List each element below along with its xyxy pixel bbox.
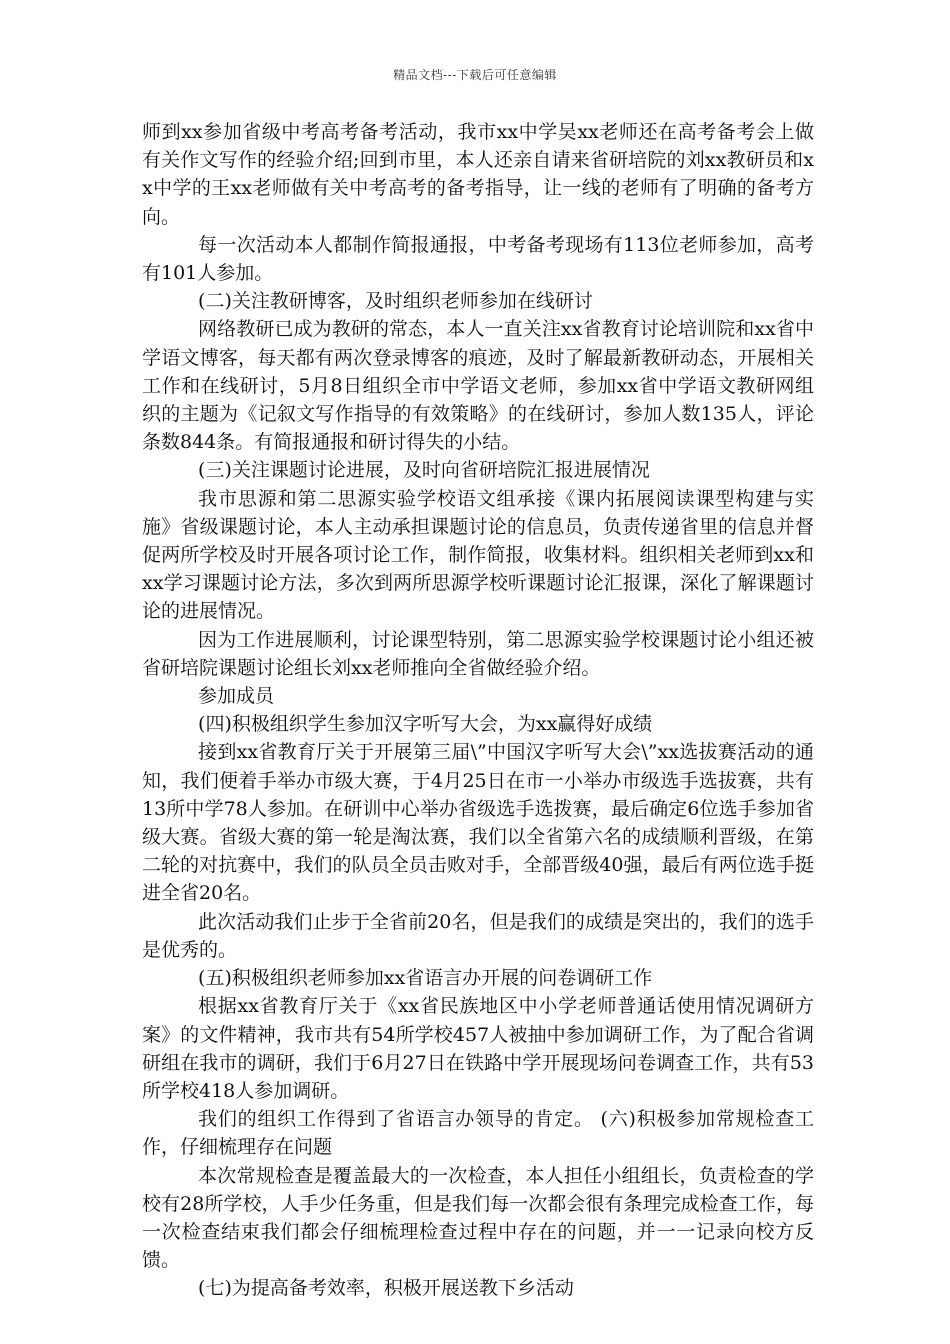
paragraph-3: 网络教研已成为教研的常态，本人一直关注xx省教育讨论培训院和xx省中学语文博客，每天都有两次登录博客的痕迹，及时了解最新教研动态，开展相关工作和在线研讨，5月8日组织全市中学语文老师，参加xx省中学语文教研网组织的主题为《记叙文写作指导的有效策略》的在线研讨，参加人数135人，评论条数844条。有简报通报和研讨得失的小结。 bbox=[142, 318, 814, 454]
section-heading-2: (二)关注教研博客，及时组织老师参加在线研讨 bbox=[198, 290, 593, 313]
paragraph-5: 因为工作进展顺利，讨论课型特别，第二思源实验学校课题讨论小组还被省研培院课题讨论组长刘xx老师推向全省做经验介绍。 bbox=[142, 628, 814, 679]
paragraph-7: 接到xx省教育厅关于开展第三届\”中国汉字听写大会\”xx选拔赛活动的通知，我们便着手举办市级大赛，于4月25日在市一小举办市级选手选拔赛，共有13所中学78人参加。在研训中心举办省级选手选拨赛，最后确定6位选手参加省级大赛。省级大赛的第一轮是淘汰赛，我们以全省第六名的成绩顺利晋级，在第二轮的对抗赛中，我们的队员全员击败对手，全部晋级40强，最后有两位选手挺进全省20名。 bbox=[142, 741, 814, 905]
paragraph-2: 每一次活动本人都制作简报通报，中考备考现场有113位老师参加，高考有101人参加。 bbox=[142, 233, 814, 285]
section-heading-4: (四)积极组织学生参加汉字听写大会，为xx赢得好成绩 bbox=[198, 713, 653, 736]
section-heading-7: (七)为提高备考效率，积极开展送教下乡活动 bbox=[198, 1277, 574, 1300]
document-body bbox=[142, 118, 814, 1303]
paragraph-4: 我市思源和第二思源实验学校语文组承接《课内拓展阅读课型构建与实施》省级课题讨论，本人主动承担课题讨论的信息员，负责传递省里的信息并督促两所学校及时开展各项讨论工作，制作简报，收集材料。组织相关老师到xx和xx学习课题讨论方法，多次到两所思源学校听课题讨论汇报课，深化了解课题讨论的进展情况。 bbox=[142, 487, 814, 623]
paragraph-10: 我们的组织工作得到了省语言办领导的肯定。 (六)积极参加常规检查工作，仔细梳理存在问题 bbox=[142, 1108, 814, 1159]
paragraph-9: 根据xx省教育厅关于《xx省民族地区中小学老师普通话使用情况调研方案》的文件精神，我市共有54所学校457人被抽中参加调研工作，为了配合省调研组在我市的调研，我们于6月27日在铁路中学开展现场问卷调查工作，共有53所学校418人参加调研。 bbox=[142, 995, 814, 1102]
paragraph-1: 师到xx参加省级中考高考备考活动，我市xx中学吴xx老师还在高考备考会上做有关作文写作的经验介绍;回到市里，本人还亲自请来省研培院的刘xx教研员和xx中学的王xx老师做有关中考高考的备考指导，让一线的老师有了明确的备考方向。 bbox=[142, 121, 814, 228]
section-heading-3: (三)关注课题讨论进展，及时向省研培院汇报进展情况 bbox=[198, 459, 650, 482]
paragraph-6: 参加成员 bbox=[198, 685, 275, 708]
paragraph-8: 此次活动我们止步于全省前20名，但是我们的成绩是突出的，我们的选手是优秀的。 bbox=[142, 910, 814, 961]
section-heading-5: (五)积极组织老师参加xx省语言办开展的问卷调研工作 bbox=[198, 967, 653, 990]
paragraph-11: 本次常规检查是覆盖最大的一次检查，本人担任小组组长，负责检查的学校有28所学校，人手少任务重，但是我们每一次都会很有条理完成检查工作，每一次检查结束我们都会仔细梳理检查过程中存在的问题，并一一记录向校方反馈。 bbox=[142, 1164, 814, 1272]
page-header: 精品文档---下载后可任意编辑 bbox=[393, 68, 557, 82]
